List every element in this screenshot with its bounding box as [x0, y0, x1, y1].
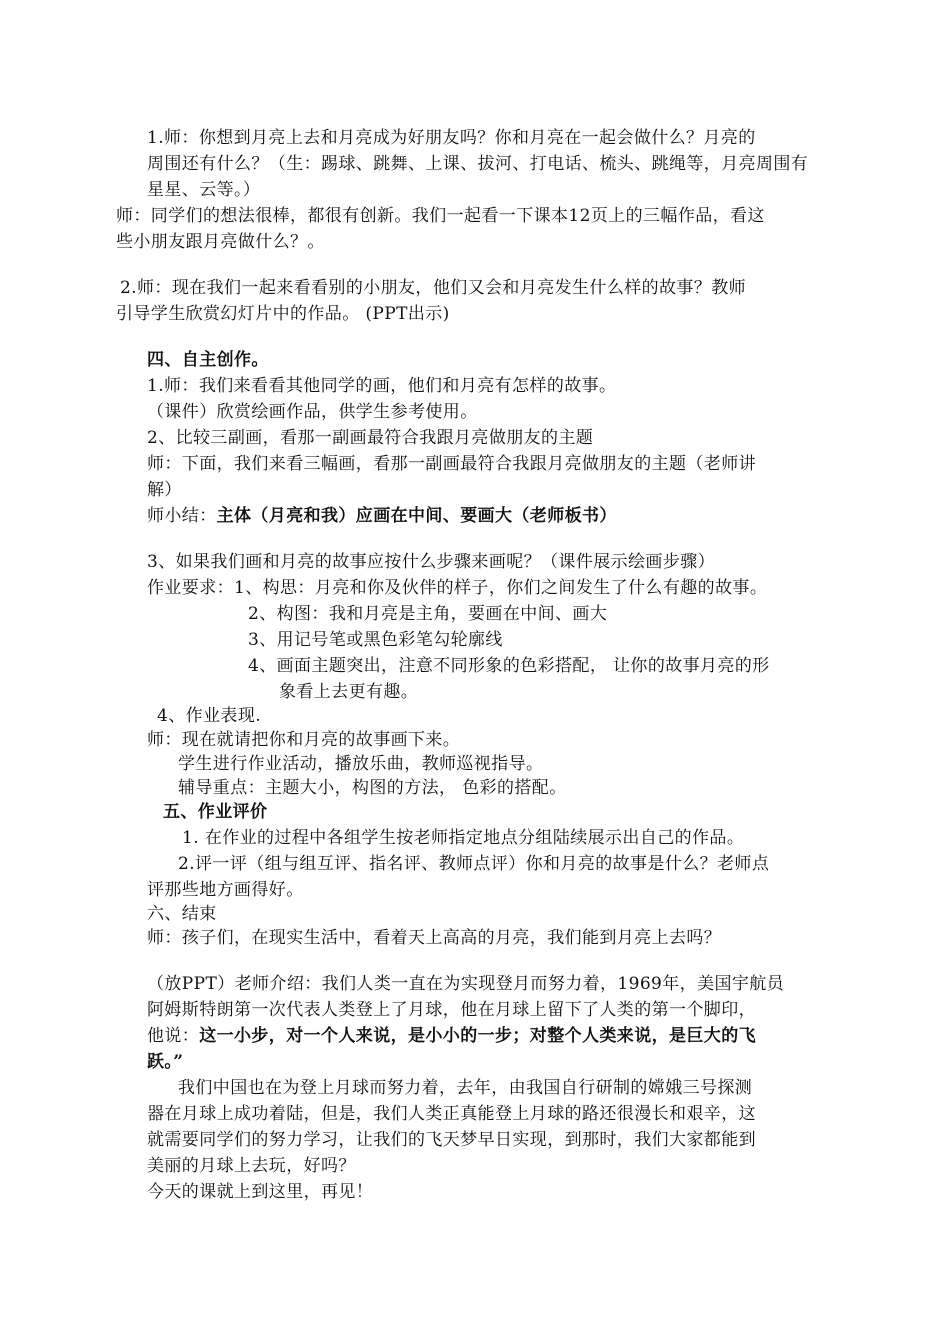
- quote-bold-text: 这一小步，对一个人来说，是小小的一步；对整个人类来说，是巨大的飞: [199, 1026, 757, 1046]
- section-4-line-3: 2、比较三副画，看那一副画最符合我跟月亮做朋友的主题: [147, 428, 594, 448]
- para-1-line-1: 1.师：你想到月亮上去和月亮成为好朋友吗？你和月亮在一起会做什么？月亮的: [147, 128, 756, 148]
- summary-label: 师小结：: [147, 506, 217, 526]
- closing-line: 今天的课就上到这里，再见！: [147, 1182, 374, 1202]
- section-5-line-3: 评那些地方画得好。: [147, 880, 304, 900]
- quote-line-1: [147, 1026, 756, 1046]
- ppt-intro-line-2: 阿姆斯特朗第一次代表人类登上了月球，他在月球上留下了人类的第一个脚印，: [147, 1000, 756, 1020]
- homework-req-4-line-2: 象看上去更有趣。: [279, 682, 419, 702]
- step-3-line: 3、如果我们画和月亮的故事应按什么步骤来画呢？（课件展示绘画步骤）: [147, 552, 716, 572]
- teacher-draw-line: 师：现在就请把你和月亮的故事画下来。: [147, 730, 461, 750]
- homework-req-2: 2、构图：我和月亮是主角，要画在中间、画大: [248, 604, 608, 624]
- china-para-line-4: 美丽的月球上去玩，好吗？: [147, 1156, 356, 1176]
- china-para-line-1: 我们中国也在为登上月球而努力着，去年，由我国自行研制的嫦娥三号探测: [178, 1078, 753, 1098]
- china-para-line-3: 就需要同学们的努力学习，让我们的飞天梦早日实现，到那时，我们大家都能到: [147, 1130, 756, 1150]
- homework-req-3: 3、用记号笔或黑色彩笔勾轮廓线: [248, 630, 503, 650]
- para-1-line-2: 周围还有什么？（生：踢球、跳舞、上课、拔河、打电话、梳头、跳绳等，月亮周围有: [147, 154, 809, 174]
- homework-req-1: 作业要求：1、构思：月亮和你及伙伴的样子，你们之间发生了什么有趣的故事。: [147, 578, 768, 598]
- para-2-line-2: 些小朋友跟月亮做什么？。: [116, 232, 325, 252]
- section-4-heading: 四、自主创作。: [147, 350, 269, 370]
- homework-req-4-line-1: 4、画面主题突出，注意不同形象的色彩搭配， 让你的故事月亮的形: [248, 656, 770, 676]
- quote-prefix: 他说：: [147, 1026, 200, 1046]
- para-2-line-1: 师：同学们的想法很棒，都很有创新。我们一起看一下课本12页上的三幅作品，看这: [116, 206, 765, 226]
- section-5-heading: 五、作业评价: [163, 802, 268, 822]
- para-3-line-1: 2.师：现在我们一起来看看别的小朋友，他们又会和月亮发生什么样的故事？教师: [120, 278, 747, 298]
- summary-line: [147, 506, 617, 526]
- summary-bold-text: 主体（月亮和我）应画在中间、要画大（老师板书）: [216, 506, 617, 526]
- section-5-line-1: 1. 在作业的过程中各组学生按老师指定地点分组陆续展示出自己的作品。: [182, 828, 745, 848]
- china-para-line-2: 器在月球上成功着陆，但是，我们人类正真能登上月球的路还很漫长和艰辛，这: [147, 1104, 756, 1124]
- student-activity-line: 学生进行作业活动，播放乐曲，教师巡视指导。: [178, 754, 544, 774]
- section-6-line-1: 师：孩子们，在现实生活中，看着天上高高的月亮，我们能到月亮上去吗？: [147, 928, 722, 948]
- section-4-line-2: （课件）欣赏绘画作品，供学生参考使用。: [147, 402, 478, 422]
- step-4-line: 4、作业表现.: [157, 706, 262, 726]
- ppt-intro-line-1: （放PPT）老师介绍：我们人类一直在为实现登月而努力着，1969年，美国宇航员: [147, 974, 785, 994]
- guidance-focus-line: 辅导重点：主题大小，构图的方法， 色彩的搭配。: [178, 778, 567, 798]
- section-4-line-1: 1.师：我们来看看其他同学的画，他们和月亮有怎样的故事。: [147, 376, 617, 396]
- section-5-line-2: 2.评一评（组与组互评、指名评、教师点评）你和月亮的故事是什么？老师点: [178, 854, 770, 874]
- section-4-line-4: 师：下面，我们来看三幅画，看那一副画最符合我跟月亮做朋友的主题（老师讲: [147, 454, 756, 474]
- para-1-line-3: 星星、云等。）: [147, 180, 261, 200]
- section-4-line-5: 解）: [147, 480, 182, 500]
- quote-line-2: 跃。”: [147, 1052, 184, 1072]
- para-3-line-2: 引导学生欣赏幻灯片中的作品。 (PPT出示): [116, 304, 450, 324]
- section-6-heading: 六、结束: [147, 904, 217, 924]
